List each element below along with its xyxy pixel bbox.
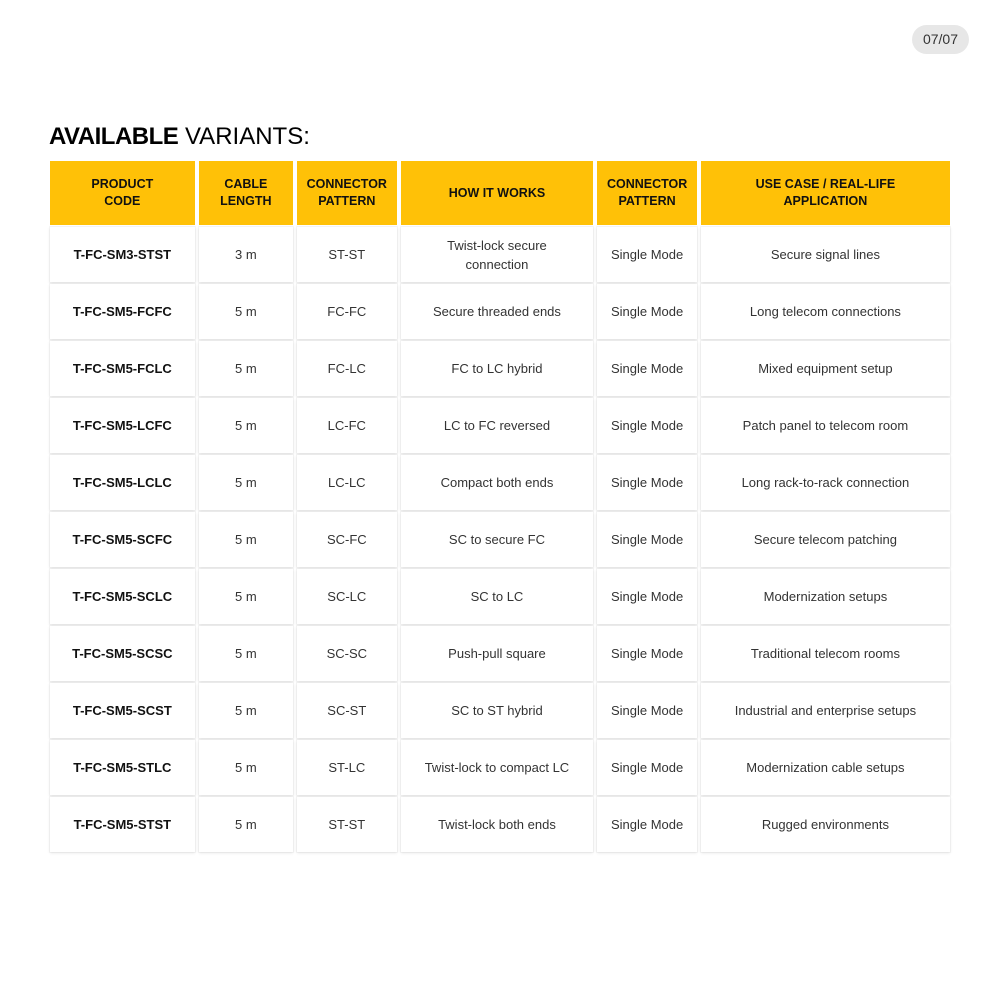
cell-product-code: T-FC-SM5-LCFC bbox=[50, 398, 195, 453]
cell-mode: Single Mode bbox=[597, 284, 696, 339]
cell-product-code: T-FC-SM5-SCLC bbox=[50, 569, 195, 624]
cell-mode: Single Mode bbox=[597, 398, 696, 453]
table-row bbox=[50, 398, 950, 453]
cell-product-code: T-FC-SM5-LCLC bbox=[50, 455, 195, 510]
cell-mode: Single Mode bbox=[597, 683, 696, 738]
cell-cable-length: 5 m bbox=[199, 683, 293, 738]
cell-cable-length: 5 m bbox=[199, 512, 293, 567]
table-row bbox=[50, 569, 950, 624]
cell-how-it-works: Compact both ends bbox=[401, 455, 594, 510]
cell-product-code: T-FC-SM5-SCSC bbox=[50, 626, 195, 681]
cell-use-case: Modernization setups bbox=[701, 569, 950, 624]
cell-use-case: Industrial and enterprise setups bbox=[701, 683, 950, 738]
cell-connector-pattern: ST-ST bbox=[297, 797, 396, 852]
cell-cable-length: 5 m bbox=[199, 455, 293, 510]
table-body bbox=[50, 227, 950, 852]
cell-how-it-works: Twist-lock secure connection bbox=[401, 227, 594, 282]
table-header-row bbox=[50, 161, 950, 225]
variants-table bbox=[46, 159, 954, 854]
cell-cable-length: 3 m bbox=[199, 227, 293, 282]
cell-how-it-works: Twist-lock both ends bbox=[401, 797, 594, 852]
cell-connector-pattern: ST-LC bbox=[297, 740, 396, 795]
cell-cable-length: 5 m bbox=[199, 626, 293, 681]
header-connector-pattern: CONNECTOR PATTERN bbox=[297, 161, 396, 225]
table-row bbox=[50, 455, 950, 510]
table-row bbox=[50, 227, 950, 282]
title-light: VARIANTS: bbox=[184, 123, 310, 150]
table-row bbox=[50, 797, 950, 852]
cell-use-case: Long telecom connections bbox=[701, 284, 950, 339]
cell-cable-length: 5 m bbox=[199, 398, 293, 453]
cell-use-case: Patch panel to telecom room bbox=[701, 398, 950, 453]
cell-product-code: T-FC-SM5-STST bbox=[50, 797, 195, 852]
cell-connector-pattern: SC-LC bbox=[297, 569, 396, 624]
table-row bbox=[50, 284, 950, 339]
header-connector-pattern-mode: CONNECTOR PATTERN bbox=[597, 161, 696, 225]
cell-use-case: Secure telecom patching bbox=[701, 512, 950, 567]
cell-mode: Single Mode bbox=[597, 455, 696, 510]
cell-use-case: Long rack-to-rack connection bbox=[701, 455, 950, 510]
cell-use-case: Modernization cable setups bbox=[701, 740, 950, 795]
cell-use-case: Rugged environments bbox=[701, 797, 950, 852]
cell-how-it-works: Secure threaded ends bbox=[401, 284, 594, 339]
cell-cable-length: 5 m bbox=[199, 797, 293, 852]
cell-cable-length: 5 m bbox=[199, 284, 293, 339]
cell-connector-pattern: LC-LC bbox=[297, 455, 396, 510]
cell-product-code: T-FC-SM5-FCFC bbox=[50, 284, 195, 339]
cell-connector-pattern: LC-FC bbox=[297, 398, 396, 453]
table-row bbox=[50, 683, 950, 738]
header-product-code: PRODUCT CODE bbox=[50, 161, 195, 225]
cell-cable-length: 5 m bbox=[199, 569, 293, 624]
cell-how-it-works: Twist-lock to compact LC bbox=[401, 740, 594, 795]
cell-use-case: Secure signal lines bbox=[701, 227, 950, 282]
cell-use-case: Mixed equipment setup bbox=[701, 341, 950, 396]
cell-product-code: T-FC-SM3-STST bbox=[50, 227, 195, 282]
table-row bbox=[50, 740, 950, 795]
header-how-it-works: HOW IT WORKS bbox=[401, 161, 594, 225]
cell-mode: Single Mode bbox=[597, 512, 696, 567]
cell-cable-length: 5 m bbox=[199, 740, 293, 795]
header-cable-length: CABLE LENGTH bbox=[199, 161, 293, 225]
cell-connector-pattern: SC-ST bbox=[297, 683, 396, 738]
page-title bbox=[49, 122, 310, 152]
cell-connector-pattern: FC-FC bbox=[297, 284, 396, 339]
page-indicator: 07/07 bbox=[912, 25, 969, 54]
cell-how-it-works: FC to LC hybrid bbox=[401, 341, 594, 396]
cell-product-code: T-FC-SM5-STLC bbox=[50, 740, 195, 795]
cell-connector-pattern: FC-LC bbox=[297, 341, 396, 396]
cell-mode: Single Mode bbox=[597, 797, 696, 852]
cell-mode: Single Mode bbox=[597, 569, 696, 624]
cell-connector-pattern: ST-ST bbox=[297, 227, 396, 282]
title-bold: AVAILABLE bbox=[49, 123, 179, 150]
cell-product-code: T-FC-SM5-SCST bbox=[50, 683, 195, 738]
cell-how-it-works: SC to secure FC bbox=[401, 512, 594, 567]
cell-connector-pattern: SC-FC bbox=[297, 512, 396, 567]
cell-how-it-works: SC to LC bbox=[401, 569, 594, 624]
cell-product-code: T-FC-SM5-SCFC bbox=[50, 512, 195, 567]
cell-use-case: Traditional telecom rooms bbox=[701, 626, 950, 681]
cell-mode: Single Mode bbox=[597, 626, 696, 681]
cell-connector-pattern: SC-SC bbox=[297, 626, 396, 681]
cell-mode: Single Mode bbox=[597, 341, 696, 396]
header-use-case: USE CASE / REAL-LIFE APPLICATION bbox=[701, 161, 950, 225]
table-row bbox=[50, 512, 950, 567]
cell-mode: Single Mode bbox=[597, 740, 696, 795]
cell-how-it-works: LC to FC reversed bbox=[401, 398, 594, 453]
table-row bbox=[50, 626, 950, 681]
cell-how-it-works: SC to ST hybrid bbox=[401, 683, 594, 738]
cell-cable-length: 5 m bbox=[199, 341, 293, 396]
table-row bbox=[50, 341, 950, 396]
cell-product-code: T-FC-SM5-FCLC bbox=[50, 341, 195, 396]
cell-mode: Single Mode bbox=[597, 227, 696, 282]
cell-how-it-works: Push-pull square bbox=[401, 626, 594, 681]
